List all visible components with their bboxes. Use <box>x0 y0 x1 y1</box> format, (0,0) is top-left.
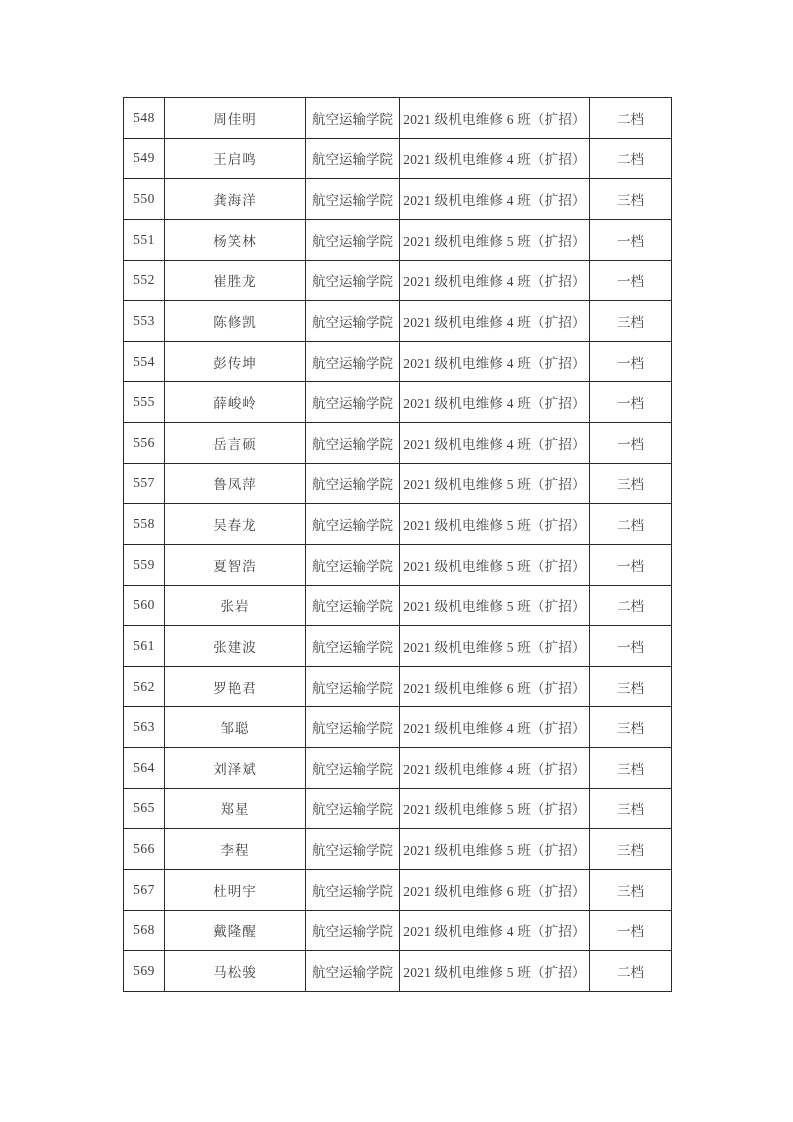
cell-number: 559 <box>124 544 165 585</box>
cell-name: 薛峻岭 <box>165 382 306 423</box>
cell-level: 一档 <box>590 423 672 464</box>
cell-college: 航空运输学院 <box>306 219 400 260</box>
cell-name: 杜明宇 <box>165 869 306 910</box>
table-row <box>124 301 672 342</box>
cell-college: 航空运输学院 <box>306 260 400 301</box>
cell-class: 2021 级机电维修 4 班（扩招） <box>400 138 590 179</box>
cell-name: 杨笑林 <box>165 219 306 260</box>
cell-number: 569 <box>124 951 165 992</box>
cell-name: 郑星 <box>165 788 306 829</box>
table-row <box>124 423 672 464</box>
cell-class: 2021 级机电维修 5 班（扩招） <box>400 544 590 585</box>
cell-class: 2021 级机电维修 5 班（扩招） <box>400 504 590 545</box>
cell-level: 一档 <box>590 626 672 667</box>
cell-name: 鲁凤萍 <box>165 463 306 504</box>
cell-college: 航空运输学院 <box>306 179 400 220</box>
cell-class: 2021 级机电维修 5 班（扩招） <box>400 788 590 829</box>
table-row <box>124 585 672 626</box>
cell-number: 565 <box>124 788 165 829</box>
cell-number: 553 <box>124 301 165 342</box>
table-row <box>124 260 672 301</box>
cell-level: 二档 <box>590 951 672 992</box>
cell-number: 567 <box>124 869 165 910</box>
table-row <box>124 707 672 748</box>
cell-number: 550 <box>124 179 165 220</box>
cell-class: 2021 级机电维修 5 班（扩招） <box>400 829 590 870</box>
cell-college: 航空运输学院 <box>306 301 400 342</box>
cell-class: 2021 级机电维修 4 班（扩招） <box>400 179 590 220</box>
cell-name: 李程 <box>165 829 306 870</box>
cell-college: 航空运输学院 <box>306 829 400 870</box>
cell-college: 航空运输学院 <box>306 951 400 992</box>
cell-college: 航空运输学院 <box>306 666 400 707</box>
cell-name: 周佳明 <box>165 98 306 139</box>
cell-class: 2021 级机电维修 4 班（扩招） <box>400 910 590 951</box>
table-row <box>124 869 672 910</box>
cell-name: 张岩 <box>165 585 306 626</box>
cell-level: 一档 <box>590 910 672 951</box>
table-row <box>124 544 672 585</box>
cell-number: 563 <box>124 707 165 748</box>
cell-level: 三档 <box>590 666 672 707</box>
table-row <box>124 382 672 423</box>
table-row <box>124 748 672 789</box>
cell-number: 556 <box>124 423 165 464</box>
cell-number: 564 <box>124 748 165 789</box>
cell-level: 二档 <box>590 504 672 545</box>
cell-name: 龚海洋 <box>165 179 306 220</box>
cell-name: 夏智浩 <box>165 544 306 585</box>
table-row <box>124 910 672 951</box>
cell-number: 549 <box>124 138 165 179</box>
cell-number: 551 <box>124 219 165 260</box>
cell-number: 558 <box>124 504 165 545</box>
cell-name: 崔胜龙 <box>165 260 306 301</box>
cell-name: 张建波 <box>165 626 306 667</box>
cell-college: 航空运输学院 <box>306 341 400 382</box>
cell-level: 一档 <box>590 260 672 301</box>
cell-college: 航空运输学院 <box>306 423 400 464</box>
cell-class: 2021 级机电维修 5 班（扩招） <box>400 463 590 504</box>
table-row <box>124 463 672 504</box>
cell-number: 561 <box>124 626 165 667</box>
table-row <box>124 829 672 870</box>
cell-college: 航空运输学院 <box>306 504 400 545</box>
table-row <box>124 219 672 260</box>
cell-college: 航空运输学院 <box>306 138 400 179</box>
cell-number: 562 <box>124 666 165 707</box>
cell-level: 三档 <box>590 179 672 220</box>
cell-class: 2021 级机电维修 5 班（扩招） <box>400 951 590 992</box>
cell-level: 三档 <box>590 748 672 789</box>
student-grade-table-body <box>124 98 672 992</box>
cell-college: 航空运输学院 <box>306 748 400 789</box>
cell-number: 552 <box>124 260 165 301</box>
cell-level: 一档 <box>590 219 672 260</box>
cell-number: 560 <box>124 585 165 626</box>
cell-level: 三档 <box>590 829 672 870</box>
student-grade-table <box>123 97 672 992</box>
cell-level: 三档 <box>590 788 672 829</box>
cell-number: 566 <box>124 829 165 870</box>
cell-class: 2021 级机电维修 4 班（扩招） <box>400 707 590 748</box>
cell-class: 2021 级机电维修 6 班（扩招） <box>400 98 590 139</box>
cell-level: 三档 <box>590 463 672 504</box>
cell-class: 2021 级机电维修 6 班（扩招） <box>400 869 590 910</box>
cell-college: 航空运输学院 <box>306 382 400 423</box>
cell-number: 555 <box>124 382 165 423</box>
cell-college: 航空运输学院 <box>306 585 400 626</box>
cell-class: 2021 级机电维修 4 班（扩招） <box>400 301 590 342</box>
cell-number: 568 <box>124 910 165 951</box>
table-row <box>124 951 672 992</box>
cell-name: 岳言硕 <box>165 423 306 464</box>
cell-level: 二档 <box>590 138 672 179</box>
table-row <box>124 341 672 382</box>
cell-name: 刘泽斌 <box>165 748 306 789</box>
cell-class: 2021 级机电维修 5 班（扩招） <box>400 585 590 626</box>
table-row <box>124 666 672 707</box>
cell-college: 航空运输学院 <box>306 869 400 910</box>
cell-level: 一档 <box>590 544 672 585</box>
cell-college: 航空运输学院 <box>306 707 400 748</box>
cell-college: 航空运输学院 <box>306 463 400 504</box>
cell-level: 一档 <box>590 341 672 382</box>
cell-class: 2021 级机电维修 4 班（扩招） <box>400 260 590 301</box>
cell-class: 2021 级机电维修 4 班（扩招） <box>400 423 590 464</box>
cell-level: 三档 <box>590 707 672 748</box>
cell-class: 2021 级机电维修 6 班（扩招） <box>400 666 590 707</box>
table-row <box>124 788 672 829</box>
cell-college: 航空运输学院 <box>306 910 400 951</box>
cell-name: 罗艳君 <box>165 666 306 707</box>
cell-level: 一档 <box>590 382 672 423</box>
cell-name: 彭传坤 <box>165 341 306 382</box>
cell-level: 三档 <box>590 869 672 910</box>
cell-number: 548 <box>124 98 165 139</box>
table-row <box>124 626 672 667</box>
cell-name: 马松骏 <box>165 951 306 992</box>
cell-class: 2021 级机电维修 5 班（扩招） <box>400 219 590 260</box>
table-row <box>124 98 672 139</box>
table-row <box>124 138 672 179</box>
cell-college: 航空运输学院 <box>306 788 400 829</box>
cell-class: 2021 级机电维修 4 班（扩招） <box>400 748 590 789</box>
table-row <box>124 179 672 220</box>
cell-name: 陈修凯 <box>165 301 306 342</box>
cell-number: 554 <box>124 341 165 382</box>
cell-number: 557 <box>124 463 165 504</box>
cell-name: 邹聪 <box>165 707 306 748</box>
cell-college: 航空运输学院 <box>306 544 400 585</box>
cell-class: 2021 级机电维修 4 班（扩招） <box>400 382 590 423</box>
cell-level: 三档 <box>590 301 672 342</box>
cell-name: 吴春龙 <box>165 504 306 545</box>
cell-level: 二档 <box>590 98 672 139</box>
cell-class: 2021 级机电维修 5 班（扩招） <box>400 626 590 667</box>
cell-level: 二档 <box>590 585 672 626</box>
cell-name: 王启鸣 <box>165 138 306 179</box>
cell-college: 航空运输学院 <box>306 98 400 139</box>
cell-class: 2021 级机电维修 4 班（扩招） <box>400 341 590 382</box>
cell-college: 航空运输学院 <box>306 626 400 667</box>
table-row <box>124 504 672 545</box>
cell-name: 戴隆醒 <box>165 910 306 951</box>
